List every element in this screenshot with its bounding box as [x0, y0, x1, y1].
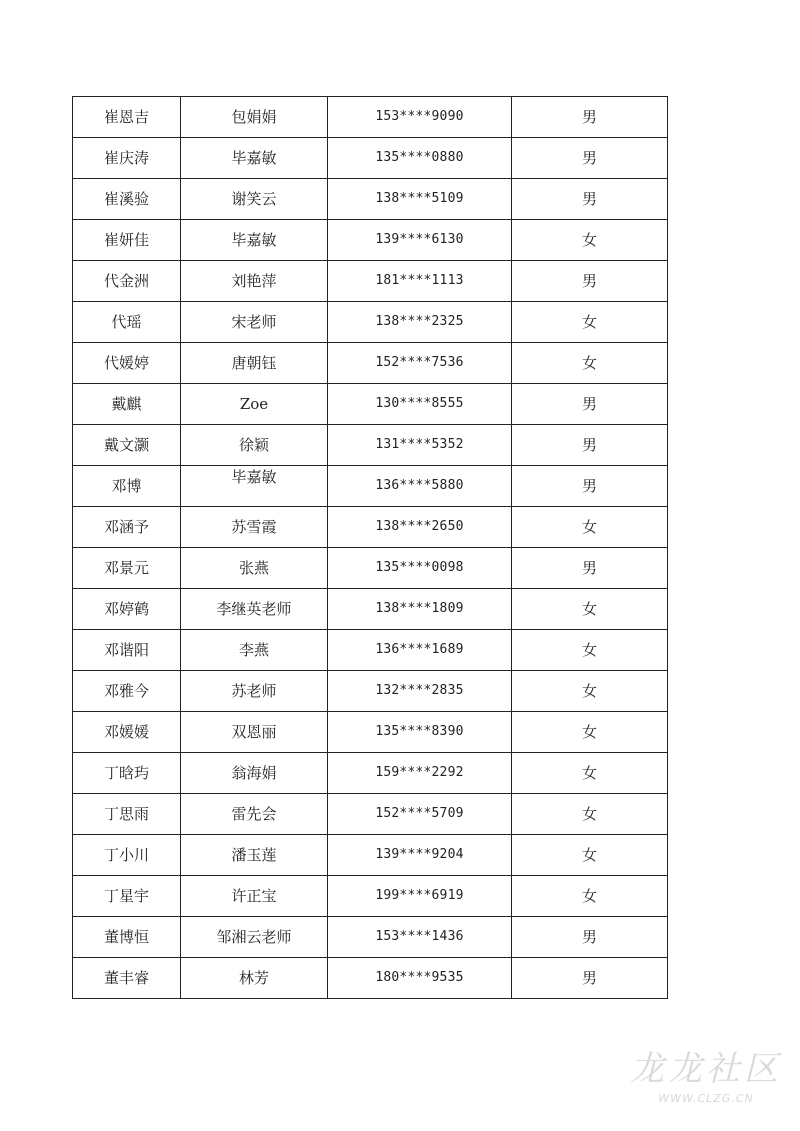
teacher-name-cell [181, 753, 328, 794]
teacher-name-cell-text: 双恩丽 [231, 723, 277, 741]
gender-cell [512, 671, 668, 712]
gender-cell-text: 女 [581, 682, 597, 700]
teacher-name-cell [181, 138, 328, 179]
teacher-name-cell [181, 958, 328, 999]
student-name-cell-text: 邓涵予 [103, 518, 149, 536]
gender-cell-text: 男 [581, 395, 597, 413]
gender-cell [512, 138, 668, 179]
teacher-name-cell [181, 302, 328, 343]
table-row [73, 794, 668, 835]
teacher-name-cell-text: 毕嘉敏 [231, 149, 277, 167]
phone-number-cell [328, 958, 512, 999]
table-row [73, 138, 668, 179]
teacher-name-cell-text: 林芳 [238, 969, 269, 987]
teacher-name-cell [181, 343, 328, 384]
table-row [73, 753, 668, 794]
table-row [73, 671, 668, 712]
phone-number-cell-text: 135****0098 [375, 560, 464, 575]
teacher-name-cell [181, 548, 328, 589]
gender-cell-text: 男 [581, 436, 597, 454]
table-row [73, 343, 668, 384]
teacher-name-cell [181, 507, 328, 548]
phone-number-cell-text: 138****5109 [375, 191, 464, 206]
teacher-name-cell [181, 917, 328, 958]
teacher-name-cell-text: 张燕 [238, 559, 269, 577]
gender-cell [512, 794, 668, 835]
phone-number-cell [328, 753, 512, 794]
phone-number-cell [328, 507, 512, 548]
teacher-name-cell [181, 97, 328, 138]
student-name-cell-text: 邓博 [111, 477, 142, 495]
phone-number-cell-text: 136****5880 [375, 478, 464, 493]
phone-number-cell-text: 138****2650 [375, 519, 464, 534]
teacher-name-cell-text: 谢笑云 [231, 190, 277, 208]
roster-body [73, 97, 668, 999]
gender-cell-text: 女 [581, 846, 597, 864]
student-name-cell [73, 876, 181, 917]
teacher-name-cell-text: 刘艳萍 [231, 272, 277, 290]
teacher-name-cell [181, 384, 328, 425]
phone-number-cell-text: 131****5352 [375, 437, 464, 452]
gender-cell [512, 630, 668, 671]
student-name-cell [73, 712, 181, 753]
gender-cell [512, 958, 668, 999]
gender-cell-text: 男 [581, 969, 597, 987]
student-name-cell [73, 220, 181, 261]
student-name-cell-text: 崔庆涛 [103, 149, 149, 167]
gender-cell [512, 466, 668, 507]
student-name-cell [73, 384, 181, 425]
student-name-cell [73, 138, 181, 179]
teacher-name-cell [181, 179, 328, 220]
phone-number-cell-text: 139****9204 [375, 847, 464, 862]
student-name-cell [73, 97, 181, 138]
teacher-name-cell [181, 425, 328, 466]
phone-number-cell [328, 548, 512, 589]
student-name-cell [73, 835, 181, 876]
watermark-logo-text: 龙龙社区 [630, 1049, 782, 1089]
student-name-cell [73, 671, 181, 712]
student-name-cell [73, 753, 181, 794]
student-name-cell-text: 邓景元 [103, 559, 149, 577]
phone-number-cell-text: 135****0880 [375, 150, 464, 165]
student-name-cell [73, 343, 181, 384]
teacher-name-cell-text: 毕嘉敏 [231, 468, 277, 486]
table-row [73, 876, 668, 917]
gender-cell [512, 179, 668, 220]
gender-cell-text: 男 [581, 149, 597, 167]
gender-cell-text: 男 [581, 559, 597, 577]
table-row [73, 97, 668, 138]
student-name-cell-text: 丁思雨 [103, 805, 149, 823]
teacher-name-cell-text: 唐朝钰 [231, 354, 277, 372]
teacher-name-cell-text: 潘玉莲 [231, 846, 277, 864]
teacher-name-cell [181, 671, 328, 712]
gender-cell [512, 384, 668, 425]
gender-cell-text: 男 [581, 108, 597, 126]
table-row [73, 712, 668, 753]
student-name-cell [73, 958, 181, 999]
student-name-cell [73, 507, 181, 548]
gender-cell-text: 女 [581, 600, 597, 618]
phone-number-cell [328, 466, 512, 507]
phone-number-cell-text: 181****1113 [375, 273, 464, 288]
student-name-cell-text: 邓雅今 [103, 682, 149, 700]
phone-number-cell [328, 261, 512, 302]
phone-number-cell [328, 220, 512, 261]
student-name-cell-text: 崔妍佳 [103, 231, 149, 249]
phone-number-cell-text: 153****9090 [375, 109, 464, 124]
phone-number-cell [328, 876, 512, 917]
phone-number-cell-text: 138****1809 [375, 601, 464, 616]
teacher-name-cell-text: 苏雪霞 [231, 518, 277, 536]
phone-number-cell [328, 302, 512, 343]
gender-cell [512, 507, 668, 548]
table-row [73, 302, 668, 343]
gender-cell [512, 589, 668, 630]
student-name-cell-text: 戴文灏 [103, 436, 149, 454]
phone-number-cell-text: 180****9535 [375, 970, 464, 985]
table-row [73, 917, 668, 958]
phone-number-cell-text: 152****5709 [375, 806, 464, 821]
table-row [73, 958, 668, 999]
gender-cell [512, 835, 668, 876]
phone-number-cell [328, 425, 512, 466]
student-name-cell-text: 邓媛媛 [103, 723, 149, 741]
phone-number-cell-text: 153****1436 [375, 929, 464, 944]
teacher-name-cell [181, 466, 328, 507]
phone-number-cell-text: 199****6919 [375, 888, 464, 903]
gender-cell-text: 男 [581, 272, 597, 290]
teacher-name-cell [181, 220, 328, 261]
student-name-cell-text: 代媛婷 [103, 354, 149, 372]
table-row [73, 630, 668, 671]
table-row [73, 548, 668, 589]
student-name-cell-text: 代金洲 [103, 272, 149, 290]
teacher-name-cell [181, 876, 328, 917]
student-name-cell-text: 董博恒 [103, 928, 149, 946]
gender-cell [512, 753, 668, 794]
table-row [73, 507, 668, 548]
phone-number-cell-text: 139****6130 [375, 232, 464, 247]
gender-cell [512, 97, 668, 138]
teacher-name-cell-text: 许正宝 [231, 887, 277, 905]
student-name-cell-text: 丁星宇 [103, 887, 149, 905]
teacher-name-cell [181, 630, 328, 671]
teacher-name-cell [181, 712, 328, 753]
gender-cell-text: 男 [581, 190, 597, 208]
teacher-name-cell [181, 794, 328, 835]
teacher-name-cell [181, 589, 328, 630]
teacher-name-cell-text: 包娟娟 [231, 108, 277, 126]
gender-cell [512, 220, 668, 261]
gender-cell-text: 女 [581, 764, 597, 782]
student-name-cell [73, 302, 181, 343]
gender-cell [512, 425, 668, 466]
gender-cell-text: 女 [581, 313, 597, 331]
student-name-cell-text: 邓谐阳 [103, 641, 149, 659]
student-name-cell-text: 崔溪验 [103, 190, 149, 208]
student-name-cell-text: 丁晗玙 [103, 764, 149, 782]
student-name-cell [73, 425, 181, 466]
phone-number-cell [328, 712, 512, 753]
watermark-url-text: WWW.CLZG.CN [658, 1092, 754, 1105]
gender-cell-text: 女 [581, 518, 597, 536]
phone-number-cell-text: 135****8390 [375, 724, 464, 739]
gender-cell [512, 917, 668, 958]
student-name-cell-text: 戴麒 [111, 395, 142, 413]
student-name-cell [73, 794, 181, 835]
phone-number-cell [328, 630, 512, 671]
gender-cell [512, 261, 668, 302]
phone-number-cell [328, 179, 512, 220]
student-name-cell-text: 董丰睿 [103, 969, 149, 987]
student-name-cell [73, 466, 181, 507]
gender-cell-text: 女 [581, 723, 597, 741]
phone-number-cell-text: 138****2325 [375, 314, 464, 329]
student-name-cell-text: 丁小川 [103, 846, 149, 864]
phone-number-cell [328, 671, 512, 712]
gender-cell-text: 女 [581, 641, 597, 659]
student-name-cell-text: 代瑶 [111, 313, 142, 331]
teacher-name-cell-text: 李燕 [238, 641, 269, 659]
phone-number-cell-text: 136****1689 [375, 642, 464, 657]
teacher-name-cell-text: 宋老师 [231, 313, 277, 331]
roster-table [72, 96, 668, 999]
site-watermark [626, 1047, 786, 1117]
student-name-cell [73, 630, 181, 671]
phone-number-cell [328, 794, 512, 835]
table-row [73, 261, 668, 302]
table-row [73, 425, 668, 466]
phone-number-cell [328, 917, 512, 958]
gender-cell [512, 876, 668, 917]
phone-number-cell [328, 138, 512, 179]
teacher-name-cell-text: 李继英老师 [216, 600, 292, 618]
teacher-name-cell-text: Zoe [239, 395, 269, 413]
teacher-name-cell [181, 261, 328, 302]
teacher-name-cell-text: 徐颖 [238, 436, 269, 454]
phone-number-cell [328, 589, 512, 630]
teacher-name-cell-text: 苏老师 [231, 682, 277, 700]
phone-number-cell-text: 130****8555 [375, 396, 464, 411]
table-row [73, 220, 668, 261]
phone-number-cell-text: 159****2292 [375, 765, 464, 780]
teacher-name-cell-text: 雷先会 [231, 805, 277, 823]
table-row [73, 179, 668, 220]
phone-number-cell-text: 152****7536 [375, 355, 464, 370]
table-row [73, 835, 668, 876]
teacher-name-cell-text: 毕嘉敏 [231, 231, 277, 249]
student-name-cell [73, 548, 181, 589]
student-name-cell [73, 261, 181, 302]
gender-cell [512, 548, 668, 589]
gender-cell [512, 302, 668, 343]
phone-number-cell [328, 835, 512, 876]
gender-cell [512, 343, 668, 384]
phone-number-cell [328, 343, 512, 384]
gender-cell-text: 女 [581, 231, 597, 249]
teacher-name-cell [181, 835, 328, 876]
student-name-cell-text: 崔恩吉 [103, 108, 149, 126]
teacher-name-cell-text: 翁海娟 [231, 764, 277, 782]
table-row [73, 589, 668, 630]
gender-cell-text: 男 [581, 928, 597, 946]
student-name-cell [73, 589, 181, 630]
gender-cell-text: 女 [581, 805, 597, 823]
student-name-cell-text: 邓婷鹤 [103, 600, 149, 618]
student-name-cell [73, 179, 181, 220]
gender-cell [512, 712, 668, 753]
gender-cell-text: 男 [581, 477, 597, 495]
table-row [73, 466, 668, 507]
phone-number-cell-text: 132****2835 [375, 683, 464, 698]
table-row [73, 384, 668, 425]
phone-number-cell [328, 97, 512, 138]
gender-cell-text: 女 [581, 887, 597, 905]
gender-cell-text: 女 [581, 354, 597, 372]
teacher-name-cell-text: 邹湘云老师 [216, 928, 292, 946]
student-name-cell [73, 917, 181, 958]
phone-number-cell [328, 384, 512, 425]
